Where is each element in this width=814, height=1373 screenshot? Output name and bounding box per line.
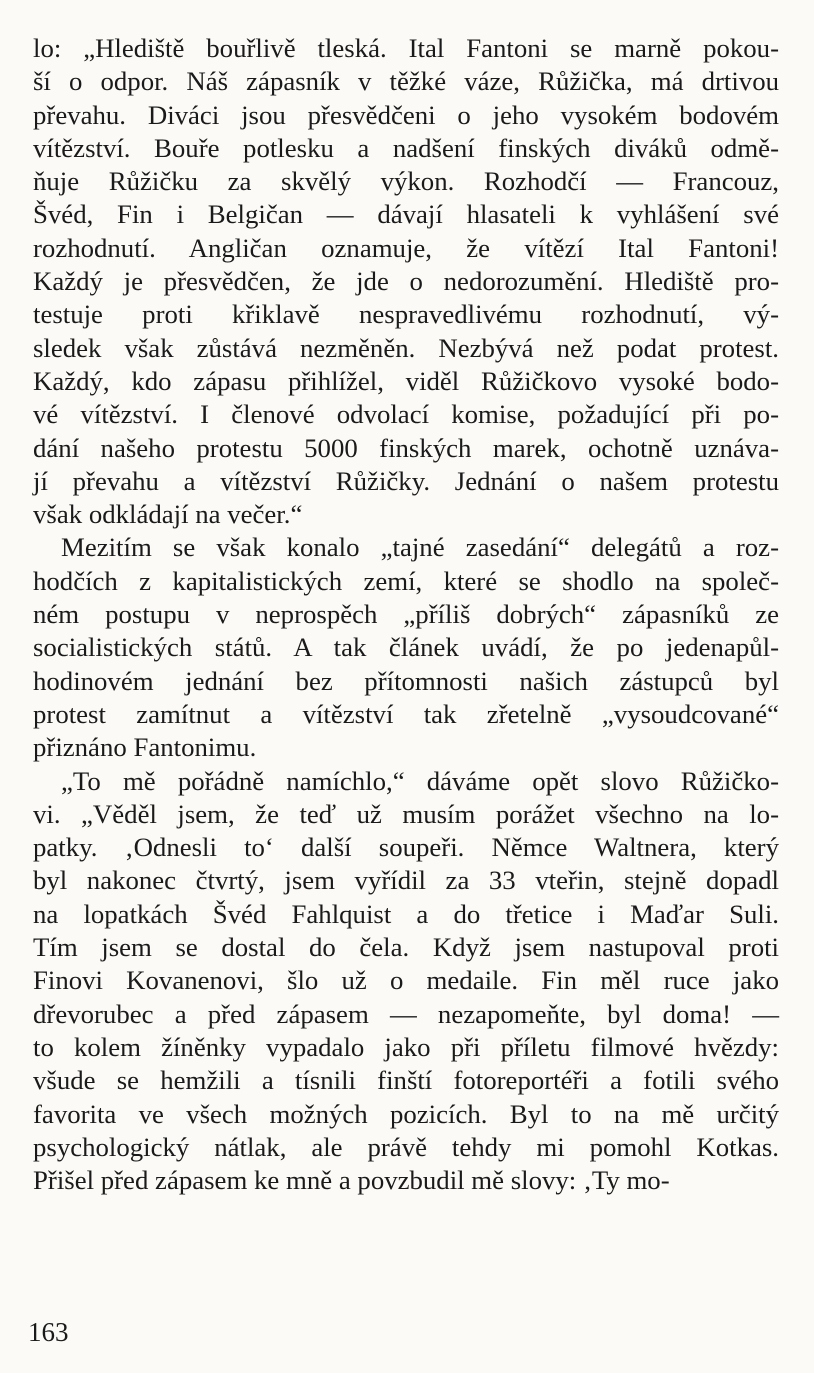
paragraph <box>33 32 779 531</box>
page-number: 163 <box>28 1317 69 1347</box>
text-line: převahu. Diváci jsou přesvědčeni o jeho vysokém bodovém <box>33 99 779 130</box>
text-line: přiznáno Fantonimu. <box>33 732 257 763</box>
text-line: hodinovém jednání bez přítomnosti našich zástupců byl <box>33 665 779 696</box>
text-line: favorita ve všech možných pozicích. Byl to na mě určitý <box>33 1098 779 1129</box>
text-line: všude se hemžili a tísnili finští fotoreportéři a fotili svého <box>33 1065 779 1096</box>
text-line: patky. ‚Odnesli to‘ další soupeři. Němce Waltnera, který <box>33 832 779 863</box>
text-line: na lopatkách Švéd Fahlquist a do třetice i Maďar Suli. <box>33 898 779 929</box>
text-line: sledek však zůstává nezměněn. Nezbývá než podat protest. <box>33 332 779 363</box>
text-line: socialistických států. A tak článek uvádí, že po jedenapůl- <box>33 632 779 663</box>
text-line: protest zamítnut a vítězství tak zřetelně „vysoudcované“ <box>33 698 779 729</box>
paragraph <box>33 765 779 1198</box>
text-line: jí převahu a vítězství Růžičky. Jednání o našem protestu <box>33 465 779 496</box>
text-line: dání našeho protestu 5000 finských marek, ochotně uznáva- <box>33 432 779 463</box>
text-line: Každý je přesvědčen, že jde o nedorozumění. Hlediště pro- <box>33 266 779 297</box>
text-line: však odkládají na večer.“ <box>33 499 303 530</box>
text-line: Tím jsem se dostal do čela. Když jsem nastupoval proti <box>33 932 779 963</box>
text-line: Mezitím se však konalo „tajné zasedání“ delegátů a roz- <box>61 532 779 563</box>
text-line: Každý, kdo zápasu přihlížel, viděl Růžičkovo vysoké bodo- <box>33 365 779 396</box>
text-line: to kolem žíněnky vypadalo jako při příletu filmové hvězdy: <box>33 1031 779 1062</box>
text-line: dřevorubec a před zápasem — nezapomeňte, byl doma! — <box>33 998 779 1029</box>
text-line: ší o odpor. Náš zápasník v těžké váze, Růžička, má drtivou <box>33 66 779 97</box>
text-line: hodčích z kapitalistických zemí, které se shodlo na společ- <box>33 565 779 596</box>
text-line: psychologický nátlak, ale právě tehdy mi pomohl Kotkas. <box>33 1131 779 1162</box>
text-line: ném postupu v neprospěch „příliš dobrých“ zápasníků ze <box>33 599 779 630</box>
text-line: Přišel před zápasem ke mně a povzbudil mě slovy: ‚Ty mo- <box>33 1165 670 1196</box>
text-line: byl nakonec čtvrtý, jsem vyřídil za 33 vteřin, stejně dopadl <box>33 865 779 896</box>
text-line: vi. „Věděl jsem, že teď už musím porážet všechno na lo- <box>33 798 779 829</box>
text-line: Finovi Kovanenovi, šlo už o medaile. Fin měl ruce jako <box>33 965 779 996</box>
text-line: Švéd, Fin i Belgičan — dávají hlasateli k vyhlášení své <box>33 199 779 230</box>
text-line: lo: „Hlediště bouřlivě tleská. Ital Fantoni se marně pokou- <box>33 33 779 63</box>
text-line: rozhodnutí. Angličan oznamuje, že vítězí Ital Fantoni! <box>33 232 779 263</box>
text-line: ňuje Růžičku za skvělý výkon. Rozhodčí — Francouz, <box>33 166 779 197</box>
text-line: vítězství. Bouře potlesku a nadšení finských diváků odmě- <box>33 132 779 163</box>
text-line: vé vítězství. I členové odvolací komise, požadující při po- <box>33 399 779 430</box>
text-line: „To mě pořádně namíchlo,“ dáváme opět slovo Růžičko- <box>61 765 779 796</box>
text-line: testuje proti křiklavě nespravedlivému rozhodnutí, vý- <box>33 299 779 330</box>
body-text <box>33 32 779 1197</box>
paragraph <box>33 531 779 764</box>
